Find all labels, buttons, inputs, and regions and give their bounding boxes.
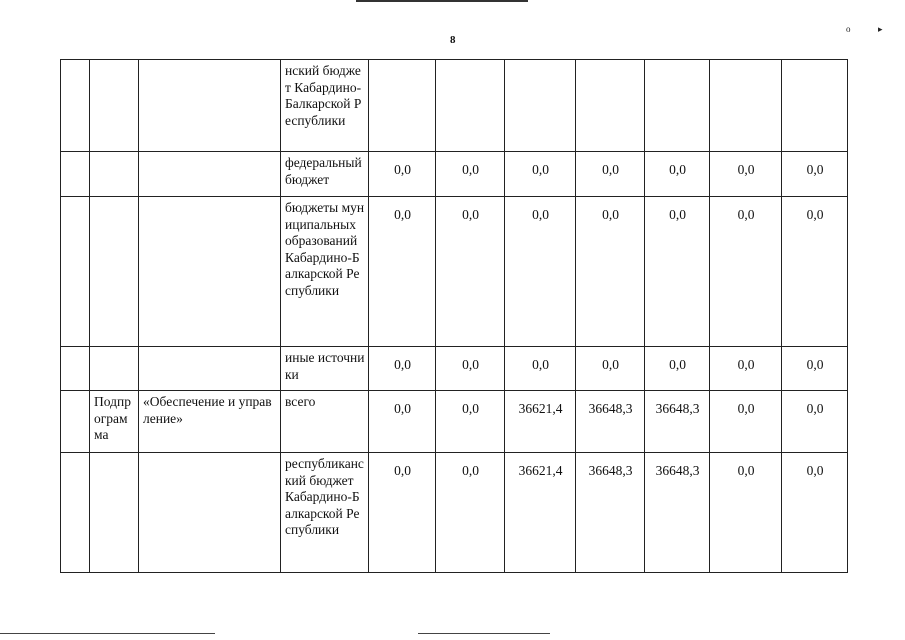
table-row bbox=[61, 197, 848, 347]
table-row bbox=[61, 453, 848, 573]
value-cell: 36648,3 bbox=[576, 453, 645, 573]
row-name-cell bbox=[139, 60, 281, 152]
row-name-cell bbox=[139, 347, 281, 391]
value-cell: 0,0 bbox=[576, 152, 645, 197]
value-cell: 0,0 bbox=[782, 453, 848, 573]
value-cell bbox=[576, 60, 645, 152]
row-empty-cell bbox=[61, 152, 90, 197]
bottom-scan-rule-left bbox=[0, 633, 215, 634]
funding-source-cell: всего bbox=[281, 391, 369, 453]
funding-source-cell: республиканский бюджет Кабардино-Балкарской Республики bbox=[281, 453, 369, 573]
value-cell: 36648,3 bbox=[645, 391, 710, 453]
value-cell: 0,0 bbox=[576, 197, 645, 347]
value-cell: 0,0 bbox=[710, 347, 782, 391]
value-cell bbox=[369, 60, 436, 152]
value-cell: 0,0 bbox=[505, 197, 576, 347]
value-cell: 0,0 bbox=[369, 152, 436, 197]
table-row bbox=[61, 152, 848, 197]
row-empty-cell bbox=[61, 197, 90, 347]
value-cell: 0,0 bbox=[436, 347, 505, 391]
value-cell: 0,0 bbox=[710, 152, 782, 197]
row-name-cell bbox=[139, 197, 281, 347]
table-row bbox=[61, 347, 848, 391]
row-empty-cell bbox=[61, 391, 90, 453]
value-cell bbox=[710, 60, 782, 152]
row-type-cell: Подпрограмма bbox=[90, 391, 139, 453]
value-cell: 0,0 bbox=[782, 347, 848, 391]
value-cell: 0,0 bbox=[710, 391, 782, 453]
value-cell: 36621,4 bbox=[505, 391, 576, 453]
funding-source-cell: бюджеты муниципальных образований Кабардино-Балкарской Республики bbox=[281, 197, 369, 347]
value-cell: 36648,3 bbox=[645, 453, 710, 573]
row-empty-cell bbox=[61, 347, 90, 391]
row-name-cell: «Обеспечение и управление» bbox=[139, 391, 281, 453]
table-row bbox=[61, 60, 848, 152]
value-cell: 0,0 bbox=[436, 453, 505, 573]
budget-table bbox=[60, 59, 848, 573]
value-cell: 0,0 bbox=[782, 391, 848, 453]
value-cell: 0,0 bbox=[505, 347, 576, 391]
table-row bbox=[61, 391, 848, 453]
value-cell: 0,0 bbox=[782, 197, 848, 347]
row-type-cell bbox=[90, 453, 139, 573]
value-cell bbox=[436, 60, 505, 152]
top-scan-rule bbox=[356, 0, 528, 2]
value-cell bbox=[505, 60, 576, 152]
value-cell: 0,0 bbox=[645, 152, 710, 197]
value-cell: 0,0 bbox=[576, 347, 645, 391]
value-cell: 0,0 bbox=[645, 197, 710, 347]
value-cell: 0,0 bbox=[436, 152, 505, 197]
value-cell: 36621,4 bbox=[505, 453, 576, 573]
row-name-cell bbox=[139, 453, 281, 573]
value-cell: 0,0 bbox=[369, 347, 436, 391]
value-cell: 0,0 bbox=[436, 197, 505, 347]
funding-source-cell: федеральный бюджет bbox=[281, 152, 369, 197]
value-cell: 0,0 bbox=[369, 391, 436, 453]
value-cell bbox=[645, 60, 710, 152]
value-cell: 0,0 bbox=[710, 197, 782, 347]
row-type-cell bbox=[90, 347, 139, 391]
value-cell: 0,0 bbox=[505, 152, 576, 197]
value-cell: 0,0 bbox=[710, 453, 782, 573]
row-name-cell bbox=[139, 152, 281, 197]
corner-mark-left: о bbox=[846, 24, 851, 34]
value-cell: 0,0 bbox=[436, 391, 505, 453]
funding-source-cell: нский бюджет Кабардино-Балкарской Республики bbox=[281, 60, 369, 152]
value-cell: 0,0 bbox=[782, 152, 848, 197]
value-cell: 0,0 bbox=[369, 197, 436, 347]
value-cell bbox=[782, 60, 848, 152]
value-cell: 36648,3 bbox=[576, 391, 645, 453]
row-type-cell bbox=[90, 197, 139, 347]
funding-source-cell: иные источники bbox=[281, 347, 369, 391]
row-empty-cell bbox=[61, 453, 90, 573]
value-cell: 0,0 bbox=[645, 347, 710, 391]
row-type-cell bbox=[90, 60, 139, 152]
page-number: 8 bbox=[450, 34, 456, 46]
row-empty-cell bbox=[61, 60, 90, 152]
bottom-scan-rule-center bbox=[418, 633, 550, 634]
corner-mark-right: ▸ bbox=[878, 24, 883, 34]
row-type-cell bbox=[90, 152, 139, 197]
value-cell: 0,0 bbox=[369, 453, 436, 573]
